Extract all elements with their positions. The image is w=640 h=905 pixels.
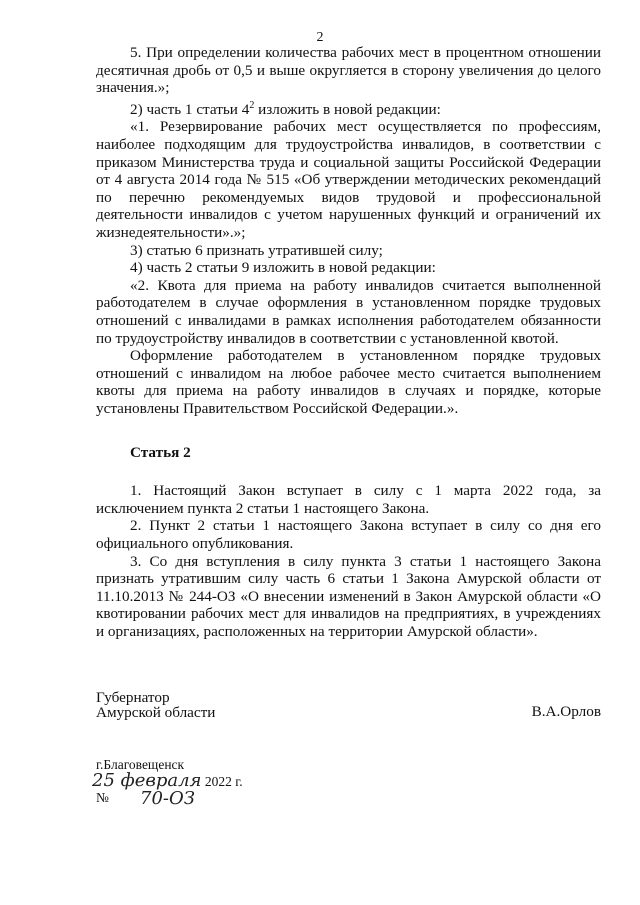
paragraph: 1. Настоящий Закон вступает в силу с 1 марта 2022 года, за исключением пункта 2 статьи 1 настоящего Закона. — [96, 482, 601, 517]
article-heading: Статья 2 — [130, 443, 191, 461]
paragraph-text: 2) часть 1 статьи 4 — [130, 100, 250, 118]
document-body — [96, 44, 601, 640]
position-line: Губернатор — [96, 689, 170, 706]
paragraph: 2. Пункт 2 статьи 1 настоящего Закона вступает в силу со дня его официального опубликования. — [96, 517, 601, 552]
number-label: № — [96, 790, 109, 805]
paragraph — [96, 97, 601, 119]
date-year: 2022 г. — [204, 774, 243, 789]
paragraph: 3. Со дня вступления в силу пункта 3 статьи 1 настоящего Закона признать утратившим силу часть 6 статьи 1 Закона Амурской области от 11.10.2013 № 244-ОЗ «О внесении изменений в Закон Амурской области «О квотировании рабочих мест для инвалидов на предприятиях, в учреждениях и организациях, расположенных на территории Амурской области». — [96, 552, 601, 640]
handwritten-number: 70-ОЗ — [140, 788, 195, 809]
paragraph: 3) статью 6 признать утратившей силу; — [130, 241, 383, 259]
page-number: 2 — [316, 30, 324, 45]
signatory-name: В.А.Орлов — [531, 703, 601, 720]
paragraph: 4) часть 2 статьи 9 изложить в новой редакции: — [130, 259, 436, 277]
paragraph-text: изложить в новой редакции: — [254, 100, 441, 118]
position-line: Амурской области — [96, 704, 216, 721]
handwritten-date: 25 февраля — [92, 770, 202, 791]
paragraph: Оформление работодателем в установленном порядке трудовых отношений с инвалидом на любое рабочее место считается выполнением квоты для приема на работу инвалидов в случаях и порядке, которые установлены Правительством Российской Федерации.». — [96, 347, 601, 417]
superscript: 2 — [249, 99, 255, 111]
place-of-signing: г.Благовещенск — [96, 757, 185, 772]
paragraph: «2. Квота для приема на работу инвалидов считается выполненной работодателем в случае оформления в установленном порядке трудовых отношений с инвалидами в рамках исполнения работодателем обязанности по трудоустройству инвалидов в соответствии с установленной квотой. — [96, 276, 601, 347]
paragraph: 5. При определении количества рабочих мест в процентном отношении десятичная дробь от 0,5 и выше округляется в сторону увеличения до целого значения.»; — [96, 44, 601, 97]
paragraph: «1. Резервирование рабочих мест осуществляется по профессиям, наиболее подходящим для трудоустройства инвалидов, в соответствии с приказом Министерства труда и социальной защиты Российской Федерации от 4 августа 2014 года № 515 «Об утверждении методических рекомендаций по перечню рекомендуемых видов трудовой и профессиональной деятельности инвалидов с учетом нарушенных функций и ограничений их жизнедеятельности».»; — [96, 118, 601, 241]
signatory-position — [96, 690, 215, 720]
